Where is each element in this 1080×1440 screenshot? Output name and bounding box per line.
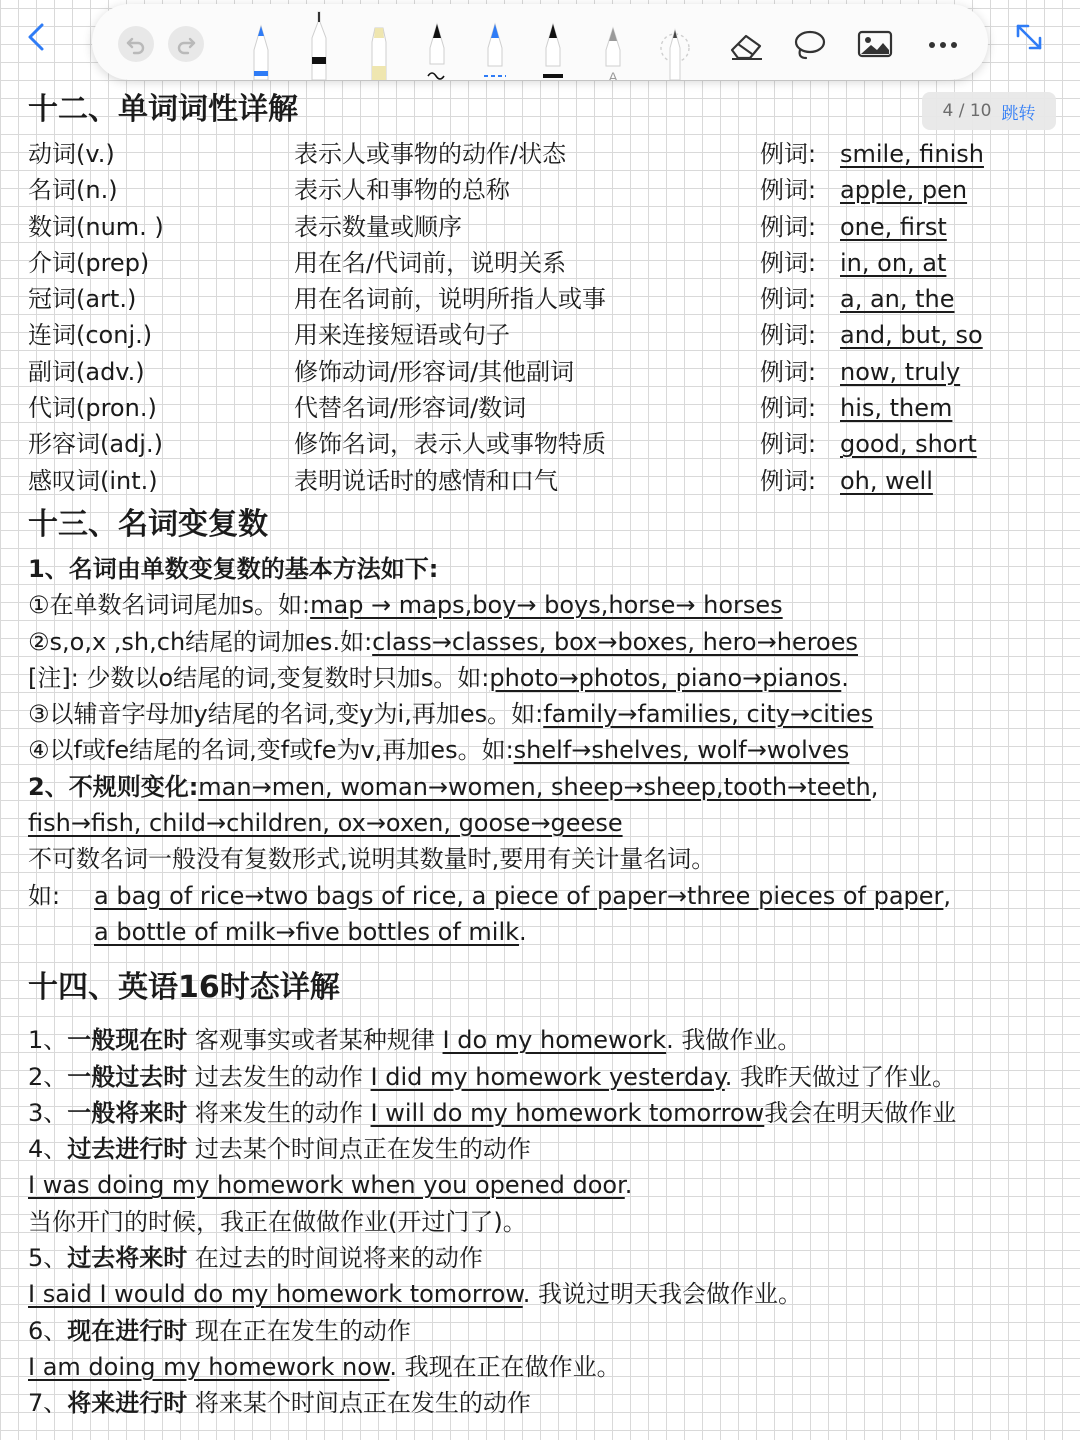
section-12-title: 十二、单词词性详解 bbox=[28, 92, 298, 127]
rule-line bbox=[28, 587, 1058, 623]
image-button[interactable] bbox=[856, 28, 894, 66]
tense-name: 一般过去时 bbox=[67, 1062, 188, 1091]
measure-tail-1: , bbox=[943, 881, 952, 910]
tense-desc: 将来发生的动作 bbox=[187, 1098, 371, 1127]
tense-number: 2、 bbox=[28, 1062, 68, 1091]
rule-example: class→classes, box→boxes, hero→heroes bbox=[372, 627, 858, 656]
table-row bbox=[28, 463, 1058, 499]
subsection-title bbox=[28, 551, 1058, 587]
section-14-title: 十四、英语16时态详解 bbox=[28, 970, 340, 1006]
measure-example-line bbox=[28, 878, 1058, 914]
pos-name: 连词(conj.) bbox=[28, 321, 153, 350]
highlighter-icon bbox=[364, 8, 394, 80]
jump-button[interactable]: 跳转 bbox=[1001, 103, 1036, 124]
pencil-letter: A bbox=[608, 69, 618, 80]
pos-description: 表示人或事物的动作/状态 bbox=[294, 140, 567, 168]
example-label: 例词: bbox=[760, 466, 817, 495]
redo-icon bbox=[175, 33, 197, 55]
section-13-title: 十三、名词变复数 bbox=[28, 506, 268, 542]
tense-example: I do my homework bbox=[442, 1026, 667, 1055]
example-label: 例词: bbox=[760, 430, 817, 459]
pos-description: 修饰动词/形容词/其他副词 bbox=[294, 357, 575, 386]
rule-example: family→families, city→cities bbox=[543, 700, 874, 729]
irregular-example-1: man→men, woman→women, sheep→sheep,tooth→teeth bbox=[198, 772, 871, 801]
expand-button[interactable] bbox=[1012, 20, 1046, 54]
tense-line bbox=[28, 1240, 1058, 1276]
eraser-icon bbox=[728, 28, 766, 62]
pos-name: 名词(n.) bbox=[28, 176, 118, 205]
dashed-pen-icon bbox=[480, 8, 510, 80]
example-label: 例词: bbox=[760, 321, 817, 350]
rule-example: map → maps,boy→ boys,horse→ horses bbox=[310, 591, 783, 620]
example-label: 例词: bbox=[760, 248, 817, 277]
tense-line bbox=[28, 1131, 1058, 1167]
tense-line bbox=[28, 1059, 1058, 1095]
page-number: 4 / 10 bbox=[942, 101, 992, 121]
tense-name: 将来进行时 bbox=[67, 1389, 188, 1418]
rule-text: ①在单数名词词尾加s。如: bbox=[28, 591, 311, 620]
tense-number: 1、 bbox=[28, 1026, 68, 1055]
tense-line bbox=[28, 1313, 1058, 1349]
tense-desc: 现在正在发生的动作 bbox=[187, 1316, 411, 1345]
rule-line bbox=[28, 696, 1058, 732]
table-row bbox=[28, 136, 1058, 172]
fineliner-tool[interactable] bbox=[304, 8, 334, 84]
tense-example: I did my homework yesterday bbox=[370, 1062, 725, 1091]
uncountable-note: 不可数名词一般没有复数形式,说明其数量时,要用有关计量名词。 bbox=[28, 845, 716, 874]
tense-desc: 过去某个时间点正在发生的动作 bbox=[187, 1135, 531, 1164]
tense-example-line bbox=[28, 1167, 1058, 1203]
tense-number: 7、 bbox=[28, 1389, 68, 1418]
ruler-icon bbox=[658, 8, 692, 80]
subsection-1-label: 1、名词由单数变复数的基本方法如下: bbox=[28, 554, 439, 583]
rule-text: ④以f或fe结尾的名词,变f或fe为v,再加es。如: bbox=[28, 736, 514, 765]
tense-tail: . 我昨天做过了作业。 bbox=[724, 1062, 957, 1091]
back-icon bbox=[20, 20, 54, 54]
measure-example-2: a bottle of milk→five bottles of milk bbox=[94, 917, 520, 946]
pos-name: 代词(pron.) bbox=[28, 394, 157, 423]
expand-icon bbox=[1012, 20, 1046, 54]
pos-name: 形容词(adj.) bbox=[28, 430, 163, 459]
tense-name: 一般现在时 bbox=[67, 1026, 188, 1055]
pos-description: 用来连接短语或句子 bbox=[294, 321, 510, 350]
pos-name: 冠词(art.) bbox=[28, 285, 137, 314]
tense-line bbox=[28, 1385, 1058, 1421]
brush-tool[interactable] bbox=[422, 8, 452, 84]
table-row bbox=[28, 390, 1058, 426]
pencil-tool[interactable] bbox=[598, 8, 628, 84]
pen-icon bbox=[246, 8, 276, 80]
tense-example-line bbox=[28, 1276, 1058, 1312]
tense-number: 3、 bbox=[28, 1098, 68, 1127]
table-row bbox=[28, 245, 1058, 281]
tense-line bbox=[28, 1095, 1058, 1131]
measure-example-1: a bag of rice→two bags of rice, a piece of paper→three pieces of paper bbox=[94, 881, 944, 910]
table-row bbox=[28, 426, 1058, 462]
tense-number: 6、 bbox=[28, 1316, 68, 1345]
redo-button[interactable] bbox=[168, 26, 204, 62]
pos-examples: in, on, at bbox=[840, 248, 947, 277]
marker-tool[interactable] bbox=[538, 8, 568, 84]
pos-examples: one, first bbox=[840, 212, 947, 241]
pos-description: 表示数量或顺序 bbox=[294, 212, 462, 241]
tense-name: 一般将来时 bbox=[67, 1098, 188, 1127]
tense-tail: . 我做作业。 bbox=[666, 1026, 802, 1055]
irregular-example-2: fish→fish, child→children, ox→oxen, goose→geese bbox=[28, 809, 623, 838]
fineliner-icon bbox=[304, 8, 334, 80]
lasso-button[interactable] bbox=[790, 28, 828, 66]
undo-icon bbox=[125, 33, 147, 55]
highlighter-tool[interactable] bbox=[364, 8, 394, 84]
marker-icon bbox=[538, 8, 568, 80]
more-button[interactable] bbox=[924, 28, 962, 66]
example-label: 例词: bbox=[760, 140, 817, 168]
tense-example: I was doing my homework when you opened door bbox=[28, 1171, 625, 1200]
more-icon bbox=[924, 28, 962, 62]
irregular-line bbox=[28, 805, 1058, 841]
tense-tail: . 我说过明天我会做作业。 bbox=[522, 1280, 803, 1309]
tense-tail: 我会在明天做作业 bbox=[764, 1098, 957, 1127]
pos-name: 动词(v.) bbox=[28, 140, 115, 168]
pos-examples: apple, pen bbox=[840, 176, 968, 205]
rule-text: ③以辅音字母加y结尾的名词,变y为i,再加es。如: bbox=[28, 700, 544, 729]
rule-text: ②s,o,x ,sh,ch结尾的词加es.如: bbox=[28, 627, 373, 656]
rule-text: [注]: 少数以o结尾的词,变复数时只加s。如: bbox=[28, 663, 490, 692]
irregular-line bbox=[28, 769, 1058, 805]
pos-description: 代替名词/形容词/数词 bbox=[294, 394, 527, 423]
tense-example-line bbox=[28, 1349, 1058, 1385]
tense-example: I said I would do my homework tomorrow bbox=[28, 1280, 523, 1309]
irregular-tail: , bbox=[870, 772, 879, 801]
note-line bbox=[28, 660, 1058, 696]
table-row bbox=[28, 281, 1058, 317]
rule-line bbox=[28, 732, 1058, 768]
pos-examples: a, an, the bbox=[840, 285, 955, 314]
rule-example: shelf→shelves, wolf→wolves bbox=[513, 736, 850, 765]
tense-name: 过去将来时 bbox=[67, 1244, 188, 1273]
tense-desc: 在过去的时间说将来的动作 bbox=[187, 1244, 483, 1273]
table-row bbox=[28, 354, 1058, 390]
tense-desc: 将来某个时间点正在发生的动作 bbox=[187, 1389, 531, 1418]
rule-example: photo→photos, piano→pianos bbox=[489, 663, 842, 692]
pos-name: 数词(num. ) bbox=[28, 212, 164, 241]
tense-name: 过去进行时 bbox=[67, 1135, 188, 1164]
pos-description: 用在名词前，说明所指人或事 bbox=[294, 285, 606, 314]
pos-description: 表明说话时的感情和口气 bbox=[294, 466, 558, 495]
tense-name: 现在进行时 bbox=[67, 1316, 188, 1345]
pos-examples: his, them bbox=[840, 394, 953, 423]
tense-desc: 客观事实或者某种规律 bbox=[187, 1026, 443, 1055]
image-icon bbox=[856, 28, 894, 62]
lasso-icon bbox=[790, 28, 828, 62]
example-label: 例词: bbox=[760, 394, 817, 423]
example-label: 例词: bbox=[760, 212, 817, 241]
pos-examples: oh, well bbox=[840, 466, 933, 495]
pos-examples: and, but, so bbox=[840, 321, 983, 350]
example-label: 例词: bbox=[760, 357, 817, 386]
pos-name: 介词(prep) bbox=[28, 248, 150, 277]
pen-tool[interactable] bbox=[246, 8, 276, 84]
brush-icon bbox=[422, 8, 452, 80]
tense-line bbox=[28, 1022, 1058, 1058]
pos-name: 感叹词(int.) bbox=[28, 466, 158, 495]
rule-tail: . bbox=[841, 663, 849, 692]
tense-tail: . bbox=[624, 1171, 633, 1200]
parts-of-speech-table bbox=[28, 136, 1058, 499]
tense-number: 4、 bbox=[28, 1135, 68, 1164]
rule-line bbox=[28, 624, 1058, 660]
back-button[interactable] bbox=[20, 20, 54, 54]
pos-description: 用在名/代词前，说明关系 bbox=[294, 248, 567, 277]
pos-examples: smile, finish bbox=[840, 140, 984, 168]
eg-label: 如: bbox=[28, 881, 61, 910]
tense-example: I am doing my homework now bbox=[28, 1352, 390, 1381]
pencil-icon bbox=[598, 8, 628, 80]
pos-examples: good, short bbox=[840, 430, 977, 459]
pos-description: 修饰名词，表示人或事物特质 bbox=[294, 430, 606, 459]
tense-translation: 当你开门的时候，我正在做做作业(开过门了)。 bbox=[28, 1207, 527, 1236]
pos-name: 副词(adv.) bbox=[28, 357, 145, 386]
table-row bbox=[28, 317, 1058, 353]
pos-description: 表示人和事物的总称 bbox=[294, 176, 510, 205]
measure-example-line bbox=[28, 914, 1058, 950]
pos-examples: now, truly bbox=[840, 357, 961, 386]
ruler-tool[interactable] bbox=[658, 8, 692, 84]
table-row bbox=[28, 209, 1058, 245]
tense-number: 5、 bbox=[28, 1244, 68, 1273]
tense-tail: . 我现在正在做作业。 bbox=[389, 1352, 621, 1381]
example-label: 例词: bbox=[760, 176, 817, 205]
undo-button[interactable] bbox=[118, 26, 154, 62]
measure-tail-2: . bbox=[519, 917, 527, 946]
drawing-toolbar bbox=[92, 4, 988, 80]
dashed-pen-tool[interactable] bbox=[480, 8, 510, 84]
subsection-2-label: 2、不规则变化: bbox=[28, 772, 199, 801]
example-label: 例词: bbox=[760, 285, 817, 314]
tense-desc: 过去发生的动作 bbox=[187, 1062, 371, 1091]
table-row bbox=[28, 172, 1058, 208]
tense-example: I will do my homework tomorrow bbox=[370, 1098, 765, 1127]
note-content bbox=[28, 84, 1058, 1422]
eraser-button[interactable] bbox=[728, 28, 766, 66]
